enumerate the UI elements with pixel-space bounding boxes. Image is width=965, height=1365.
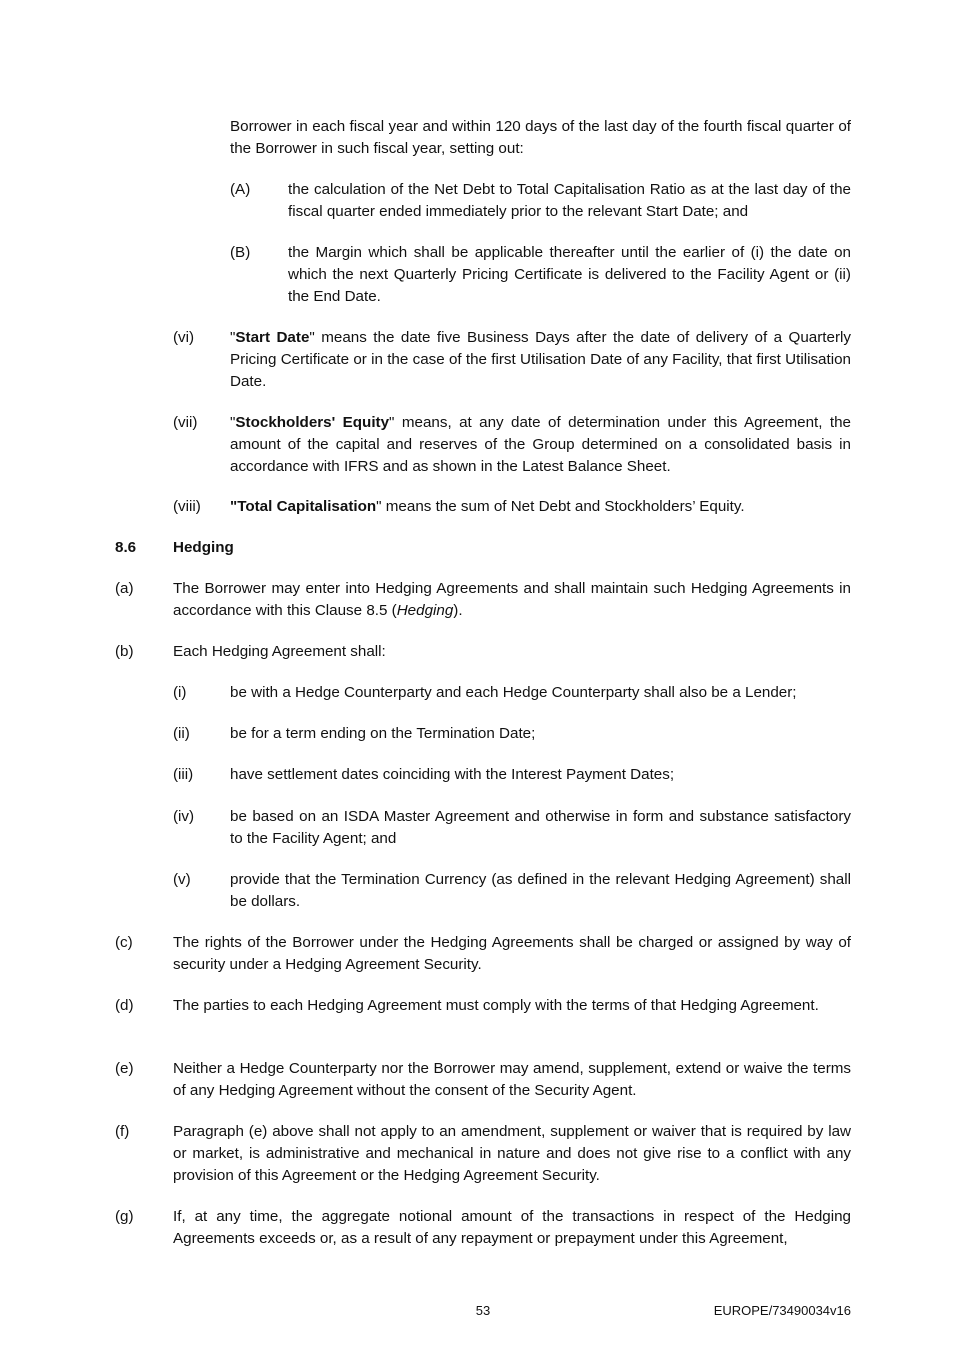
paragraph-d: The parties to each Hedging Agreement must comply with the terms of that Hedging Agreement. (173, 997, 819, 1014)
sub-item-text: the Margin which shall be applicable thereafter until the earlier of (i) the date on which the next Quarterly Pricing Certificate is delivered to the Facility Agent or (ii) the End Date. (288, 244, 851, 305)
list-item: provide that the Termination Currency (as defined in the relevant Hedging Agreement) shall be dollars. (230, 871, 851, 910)
paragraph-label: (g) (115, 1208, 134, 1225)
paragraph-e: Neither a Hedge Counterparty nor the Borrower may amend, supplement, extend or waive the terms of any Hedging Agreement without the consent of the Security Agent. (173, 1060, 851, 1099)
list-item: have settlement dates coinciding with the Interest Payment Dates; (230, 766, 675, 783)
definition-start-date: "Start Date" means the date five Business Days after the date of delivery of a Quarterly Pricing Certificate or in the case of the first Utilisation Date of any Facility, that first Utilisation Date. (230, 329, 851, 390)
definition-total-capitalisation: "Total Capitalisation" means the sum of Net Debt and Stockholders’ Equity. (230, 498, 745, 515)
list-item: be with a Hedge Counterparty and each Hedge Counterparty shall also be a Lender; (230, 684, 797, 701)
paragraph-label: (e) (115, 1060, 134, 1077)
defined-term: Stockholders' Equity (235, 414, 390, 431)
intro-paragraph: Borrower in each fiscal year and within 120 days of the last day of the fourth fiscal quarter of the Borrower in such fiscal year, setting out: (230, 118, 851, 157)
list-item-label: (ii) (173, 725, 190, 742)
paragraph-label: (d) (115, 997, 134, 1014)
paragraph-label: (f) (115, 1123, 130, 1140)
defined-term: Start Date (235, 329, 310, 346)
list-item: be based on an ISDA Master Agreement and otherwise in form and substance satisfactory to the Facility Agent; and (230, 808, 851, 847)
definition-stockholders-equity: "Stockholders' Equity" means, at any date of determination under this Agreement, the amount of the capital and reserves of the Group determined on a consolidated basis in accordance with IFRS and as shown in the Latest Balance Sheet. (230, 414, 851, 475)
sub-item-label: (A) (230, 181, 251, 198)
paragraph-label: (a) (115, 580, 134, 597)
definition-label: (vii) (173, 414, 198, 431)
sub-item-text: the calculation of the Net Debt to Total Capitalisation Ratio as at the last day of the fiscal quarter ended immediately prior to the relevant Start Date; and (288, 181, 851, 220)
paragraph-label: (c) (115, 934, 133, 951)
paragraph-label: (b) (115, 643, 134, 660)
page-number: 53 (475, 1303, 491, 1318)
paragraph-a: The Borrower may enter into Hedging Agreements and shall maintain such Hedging Agreements in accordance with this Clause 8.5 (Hedging). (173, 580, 851, 619)
section-number: 8.6 (115, 539, 137, 556)
list-item-label: (iii) (173, 766, 194, 783)
sub-item-label: (B) (230, 244, 251, 261)
document-reference: EUROPE/73490034v16 (713, 1303, 851, 1318)
definition-label: (vi) (173, 329, 195, 346)
paragraph-c: The rights of the Borrower under the Hedging Agreements shall be charged or assigned by way of security under a Hedging Agreement Security. (173, 934, 851, 973)
list-item-label: (v) (173, 871, 191, 888)
list-item-label: (i) (173, 684, 187, 701)
paragraph-f: Paragraph (e) above shall not apply to an amendment, supplement or waiver that is required by law or market, is administrative and mechanical in nature and does not give rise to a conflict with any provision of this Agreement or the Hedging Agreement Security. (173, 1123, 851, 1184)
paragraph-b: Each Hedging Agreement shall: (173, 643, 386, 660)
list-item-label: (iv) (173, 808, 195, 825)
definition-label: (viii) (173, 498, 201, 515)
defined-term: "Total Capitalisation (230, 498, 377, 515)
paragraph-g: If, at any time, the aggregate notional amount of the transactions in respect of the Hedging Agreements exceeds or, as a result of any repayment or prepayment under this Agreement, (173, 1208, 851, 1247)
list-item: be for a term ending on the Termination Date; (230, 725, 536, 742)
section-title: Hedging (173, 539, 234, 556)
